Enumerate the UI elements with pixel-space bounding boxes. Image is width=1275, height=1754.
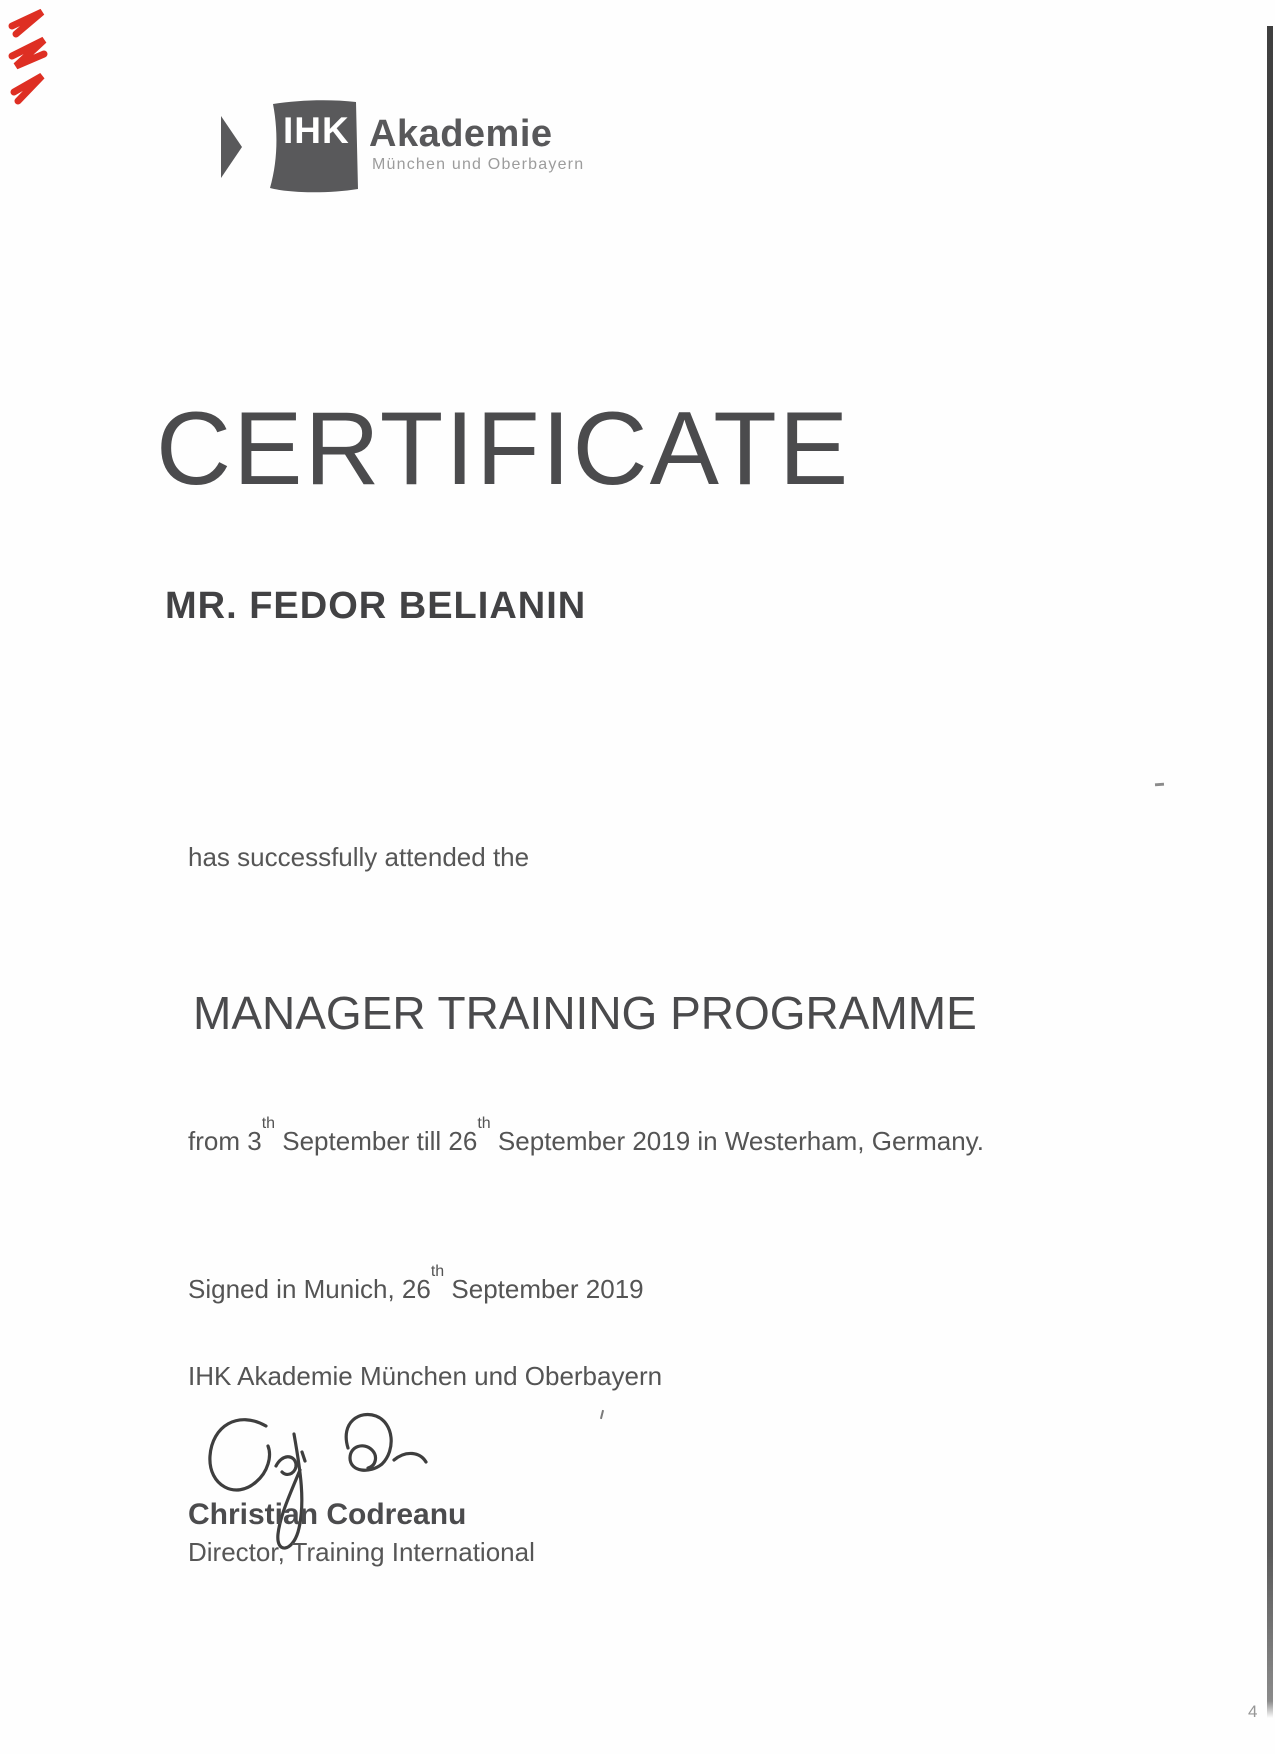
signed-ordinal: th [430, 1263, 445, 1281]
small-dash-artifact [1155, 783, 1164, 787]
signed-line [188, 1263, 644, 1305]
red-corner-scribble-marks [4, 4, 52, 108]
small-tick-artifact [600, 1410, 604, 1419]
logo-arrow-icon [221, 116, 243, 178]
date-line-part3: September 2019 in Westerham, Germany. [490, 1126, 984, 1156]
certificate-title: CERTIFICATE [156, 391, 851, 507]
date-ordinal-2: th [477, 1115, 491, 1133]
logo-subtitle: München und Oberbayern [372, 156, 585, 173]
programme-title: MANAGER TRAINING PROGRAMME [193, 987, 977, 1039]
ihk-logo-text: IHK [283, 110, 350, 151]
date-line-part1: from 3 [188, 1126, 262, 1156]
logo-akademie-text: Akademie [369, 113, 553, 155]
intro-line: has successfully attended the [188, 842, 530, 872]
signer-title: Director, Training International [188, 1537, 535, 1567]
signed-line-part2: September 2019 [444, 1274, 644, 1304]
scan-edge-line [1267, 26, 1273, 1718]
signed-line-part1: Signed in Munich, 26 [188, 1274, 431, 1304]
page-number: 4 [1248, 1702, 1258, 1721]
date-line [188, 1115, 984, 1157]
recipient-name: MR. FEDOR BELIANIN [165, 585, 587, 627]
date-ordinal-1: th [261, 1115, 276, 1133]
signer-name: Christian Codreanu [188, 1498, 467, 1531]
date-line-part2: September till 26 [275, 1126, 478, 1156]
organisation-line: IHK Akademie München und Oberbayern [188, 1361, 663, 1391]
